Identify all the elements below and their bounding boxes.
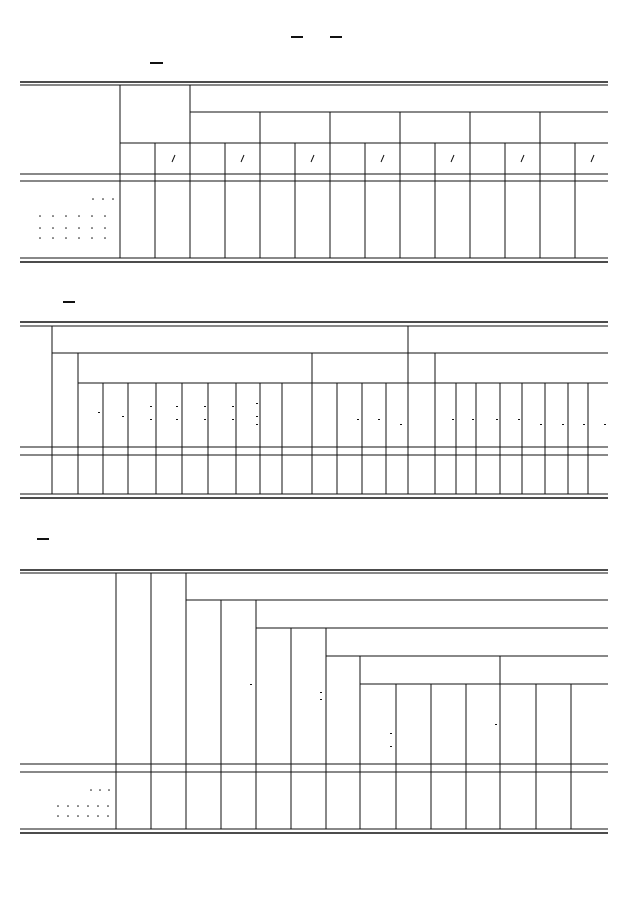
table-1 <box>20 82 608 262</box>
table-3-ticks <box>250 684 497 747</box>
table-2-ticks <box>98 403 606 425</box>
table-1-leaders <box>39 198 114 239</box>
table-3 <box>20 570 608 833</box>
table-2 <box>20 322 608 498</box>
table-3-leaders <box>57 789 110 817</box>
